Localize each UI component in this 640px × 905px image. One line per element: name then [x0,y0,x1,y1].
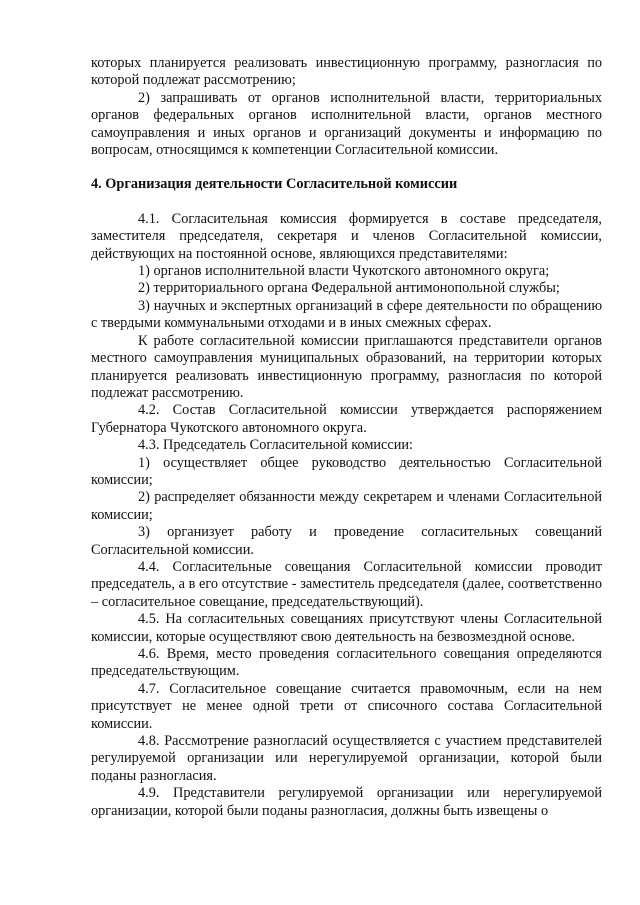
paragraph-4-6: 4.6. Время, место проведения согласительного совещания определяются председательствующим. [91,646,602,680]
paragraph-4-3: 4.3. Председатель Согласительной комиссии: [138,437,414,454]
paragraph-4-9: 4.9. Представители регулируемой организации или нерегулируемой организации, которой были поданы разногласия, должны быть извещены о [91,785,602,819]
paragraph-4-1-item-1: 1) органов исполнительной власти Чукотского автономного округа; [138,263,550,280]
paragraph-4-1: 4.1. Согласительная комиссия формируется в составе председателя, заместителя председателя, секретаря и членов Согласительной комиссии, действующих на постоянной основе, являющихся представителями: [91,210,602,262]
paragraph-4-1-item-3: 3) научных и экспертных организаций в сфере деятельности по обращению с твердыми коммунальными отходами и в иных смежных сферах. [91,297,602,332]
paragraph-4-3-item-2: 2) распределяет обязанности между секретарем и членами Согласительной комиссии; [91,489,602,523]
paragraph-4-7: 4.7. Согласительное совещание считается правомочным, если на нем присутствует не менее одной трети от списочного состава Согласительной комиссии. [91,680,602,732]
paragraph-continuation: которых планируется реализовать инвестиционную программу, разногласия по которой подлежат рассмотрению; [91,55,602,89]
paragraph-4-1-item-2: 2) территориального органа Федеральной антимонопольной службы; [138,280,560,297]
paragraph-4-2: 4.2. Состав Согласительной комиссии утверждается распоряжением Губернатора Чукотского автономного округа. [91,402,602,436]
paragraph-4-3-item-3: 3) организует работу и проведение согласительных совещаний Согласительной комиссии. [91,524,602,558]
paragraph-list-item-2: 2) запрашивать от органов исполнительной власти, территориальных органов федеральных органов исполнительной власти, органов местного самоуправления и иных органов и организаций документы и информацию по вопросам, относящимся к компетенции Согласительной комиссии. [91,89,602,159]
paragraph-4-5: 4.5. На согласительных совещаниях присутствуют члены Согласительной комиссии, которые осуществляют свою деятельность на безвозмездной основе. [91,611,602,645]
section-heading: 4. Организация деятельности Согласительной комиссии [91,176,458,193]
paragraph-4-8: 4.8. Рассмотрение разногласий осуществляется с участием представителей регулируемой организации или нерегулируемой организации, которой были поданы разногласия. [91,733,602,784]
paragraph-invitation: К работе согласительной комиссии приглашаются представители органов местного самоуправления муниципальных образований, на территории которых планируется реализовать инвестиционную программу, разногласия по которой подлежат рассмотрению. [91,332,602,401]
paragraph-4-3-item-1: 1) осуществляет общее руководство деятельностью Согласительной комиссии; [91,454,602,488]
paragraph-4-4: 4.4. Согласительные совещания Согласительной комиссии проводит председатель, а в его отсутствие - заместитель председателя (далее, соответственно – согласительное совещание, председательствующий). [91,558,602,610]
